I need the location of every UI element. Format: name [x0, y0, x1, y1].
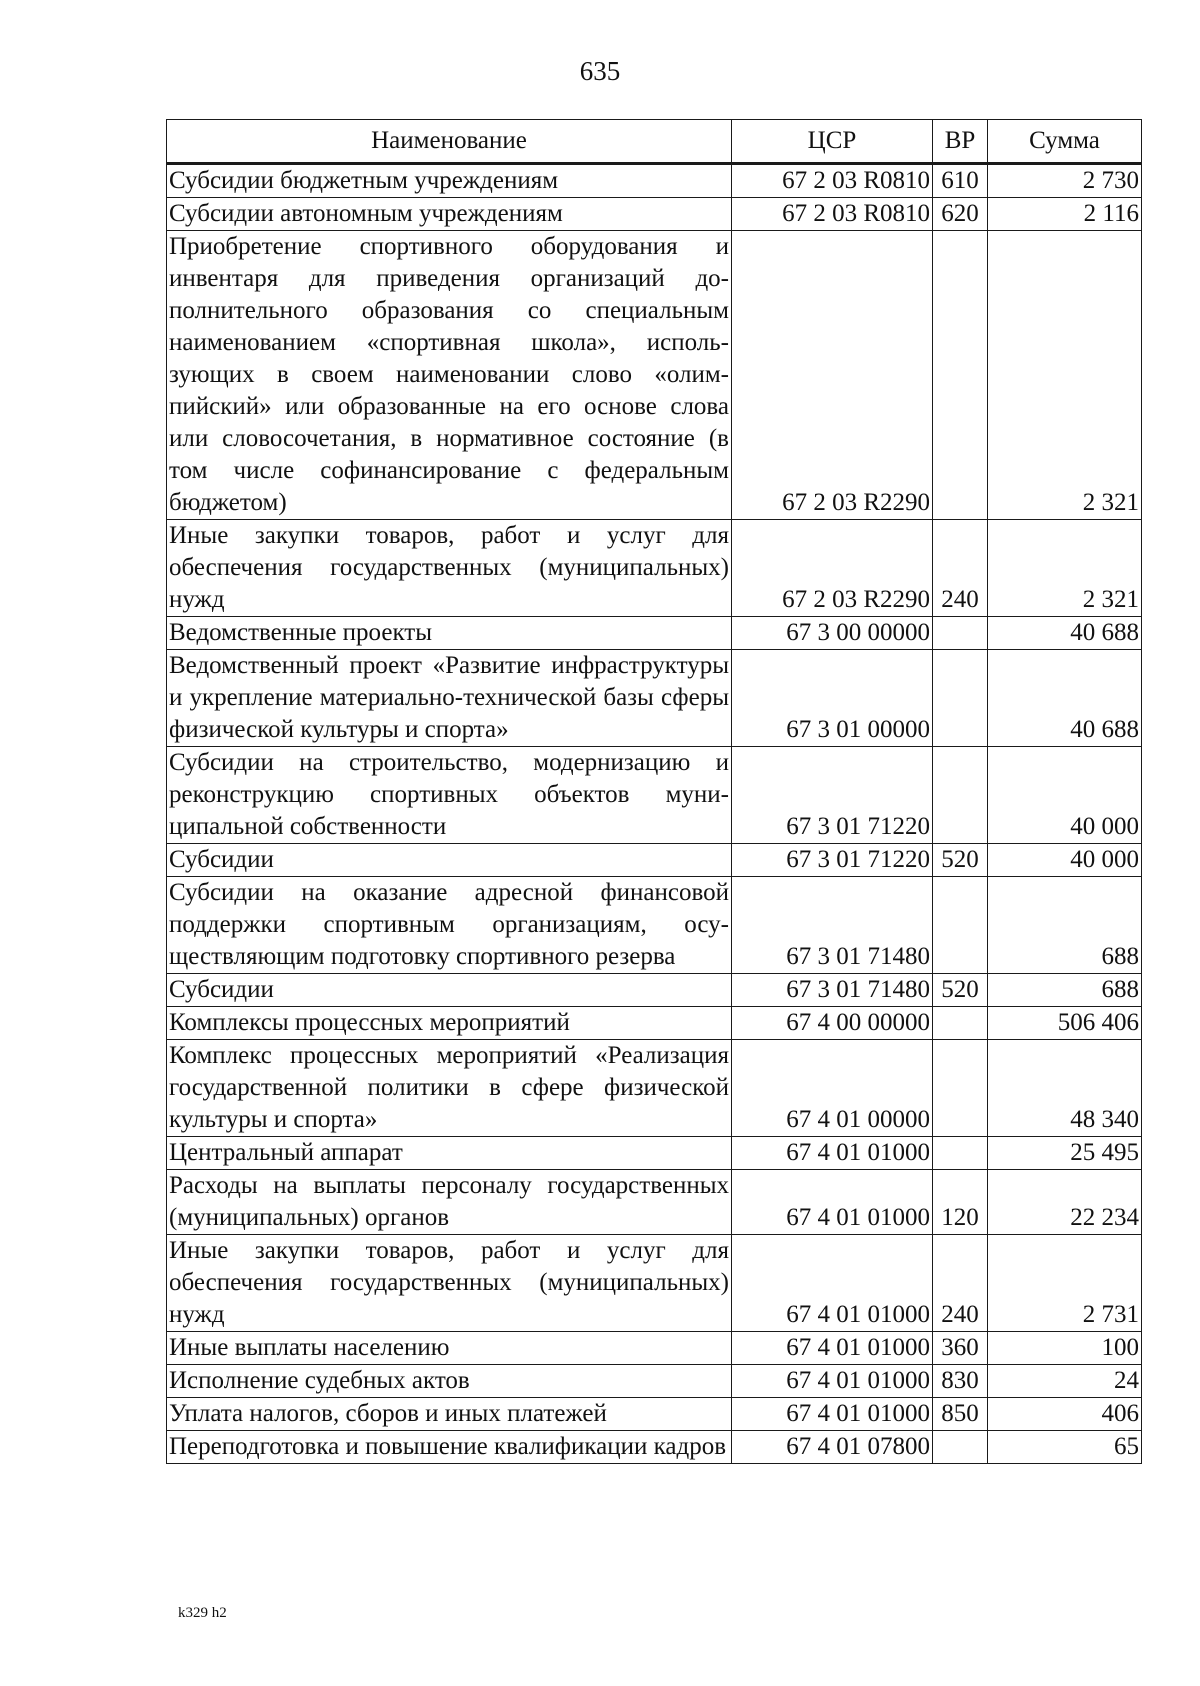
row-vr-cell [933, 747, 988, 844]
header-name: Наименование [167, 120, 732, 164]
row-csr-cell: 67 4 01 01000 [732, 1235, 933, 1332]
row-csr-cell: 67 4 01 00000 [732, 1040, 933, 1137]
row-vr-cell: 240 [933, 1235, 988, 1332]
row-name-cell: Комплекс процессных мероприятий «Реализация государственной политики в сфере физической культуры и спорта» [167, 1040, 732, 1137]
table-row [167, 1007, 1142, 1040]
row-name-cell: Субсидии на оказание адресной финансовой поддержки спортивным организациям, осуществляющим подготовку спортивного резерва [167, 877, 732, 974]
row-name-cell: Субсидии автономным учреждениям [167, 198, 732, 231]
row-csr-cell: 67 2 03 R0810 [732, 164, 933, 198]
row-vr-cell: 240 [933, 520, 988, 617]
row-name-cell: Субсидии бюджетным учреждениям [167, 164, 732, 198]
table-row [167, 747, 1142, 844]
row-csr-cell: 67 4 01 01000 [732, 1170, 933, 1235]
row-vr-cell: 850 [933, 1398, 988, 1431]
header-vr: ВР [933, 120, 988, 164]
row-sum-cell: 40 000 [988, 844, 1142, 877]
row-sum-cell: 506 406 [988, 1007, 1142, 1040]
row-sum-cell: 2 116 [988, 198, 1142, 231]
row-name-cell: Центральный аппарат [167, 1137, 732, 1170]
table-row [167, 650, 1142, 747]
row-vr-cell: 120 [933, 1170, 988, 1235]
table-row [167, 198, 1142, 231]
row-vr-cell: 620 [933, 198, 988, 231]
row-sum-cell: 40 688 [988, 617, 1142, 650]
row-csr-cell: 67 3 01 71220 [732, 747, 933, 844]
table-row [167, 520, 1142, 617]
row-csr-cell: 67 4 01 07800 [732, 1431, 933, 1464]
row-sum-cell: 2 731 [988, 1235, 1142, 1332]
row-name-cell: Субсидии на строительство, модернизацию и реконструкцию спортивных объектов муниципальной собственности [167, 747, 732, 844]
row-sum-cell: 65 [988, 1431, 1142, 1464]
table-row [167, 231, 1142, 520]
row-name-cell: Уплата налогов, сборов и иных платежей [167, 1398, 732, 1431]
table-row [167, 1431, 1142, 1464]
row-csr-cell: 67 2 03 R2290 [732, 520, 933, 617]
row-csr-cell: 67 2 03 R2290 [732, 231, 933, 520]
row-name-cell: Расходы на выплаты персоналу государственных (муниципальных) органов [167, 1170, 732, 1235]
table-row [167, 1137, 1142, 1170]
row-sum-cell: 688 [988, 877, 1142, 974]
row-csr-cell: 67 4 01 01000 [732, 1137, 933, 1170]
table-header-row [167, 120, 1142, 164]
footer-code: k329 h2 [178, 1605, 227, 1621]
row-vr-cell: 610 [933, 164, 988, 198]
row-vr-cell [933, 1007, 988, 1040]
table-row [167, 1398, 1142, 1431]
table-row [167, 164, 1142, 198]
header-csr: ЦСР [732, 120, 933, 164]
table-row [167, 1040, 1142, 1137]
table-row [167, 844, 1142, 877]
page-number: 635 [579, 56, 621, 86]
row-sum-cell: 2 321 [988, 231, 1142, 520]
row-name-cell: Субсидии [167, 844, 732, 877]
row-sum-cell: 100 [988, 1332, 1142, 1365]
row-sum-cell: 688 [988, 974, 1142, 1007]
row-vr-cell [933, 650, 988, 747]
table-row [167, 1332, 1142, 1365]
row-name-cell: Иные закупки товаров, работ и услуг для обеспечения государственных (муниципальных) нужд [167, 520, 732, 617]
row-vr-cell: 360 [933, 1332, 988, 1365]
table-row [167, 877, 1142, 974]
row-sum-cell: 22 234 [988, 1170, 1142, 1235]
row-csr-cell: 67 4 01 01000 [732, 1332, 933, 1365]
row-sum-cell: 48 340 [988, 1040, 1142, 1137]
row-name-cell: Иные закупки товаров, работ и услуг для обеспечения государственных (муниципальных) нужд [167, 1235, 732, 1332]
row-sum-cell: 2 321 [988, 520, 1142, 617]
row-csr-cell: 67 4 01 01000 [732, 1365, 933, 1398]
row-csr-cell: 67 4 00 00000 [732, 1007, 933, 1040]
row-sum-cell: 40 000 [988, 747, 1142, 844]
row-sum-cell: 25 495 [988, 1137, 1142, 1170]
table-row [167, 617, 1142, 650]
row-vr-cell: 830 [933, 1365, 988, 1398]
table-row [167, 1235, 1142, 1332]
row-sum-cell: 406 [988, 1398, 1142, 1431]
row-vr-cell [933, 231, 988, 520]
row-vr-cell [933, 877, 988, 974]
row-name-cell: Переподготовка и повышение квалификации кадров [167, 1431, 732, 1464]
row-vr-cell [933, 1137, 988, 1170]
row-name-cell: Иные выплаты населению [167, 1332, 732, 1365]
row-sum-cell: 2 730 [988, 164, 1142, 198]
row-name-cell: Комплексы процессных мероприятий [167, 1007, 732, 1040]
row-csr-cell: 67 3 01 71480 [732, 877, 933, 974]
row-name-cell: Ведомственные проекты [167, 617, 732, 650]
row-sum-cell: 40 688 [988, 650, 1142, 747]
row-csr-cell: 67 3 01 71480 [732, 974, 933, 1007]
row-name-cell: Приобретение спортивного оборудования и инвентаря для приведения организаций дополнительного образования со специальным наименованием «спортивная школа», использующих в своем наименовании слово «олимпийский» или образованные на его основе слова или словосочетания, в нормативное состояние (в том числе софинансирование с федеральным бюджетом) [167, 231, 732, 520]
row-csr-cell: 67 4 01 01000 [732, 1398, 933, 1431]
row-vr-cell [933, 1040, 988, 1137]
row-sum-cell: 24 [988, 1365, 1142, 1398]
row-vr-cell: 520 [933, 844, 988, 877]
row-name-cell: Субсидии [167, 974, 732, 1007]
row-vr-cell [933, 617, 988, 650]
row-name-cell: Исполнение судебных актов [167, 1365, 732, 1398]
row-name-cell: Ведомственный проект «Развитие инфраструктуры и укрепление материально-технической базы сферы физической культуры и спорта» [167, 650, 732, 747]
table-row [167, 1170, 1142, 1235]
row-csr-cell: 67 3 01 71220 [732, 844, 933, 877]
table-row [167, 1365, 1142, 1398]
budget-table [166, 119, 1142, 1464]
row-vr-cell [933, 1431, 988, 1464]
row-vr-cell: 520 [933, 974, 988, 1007]
row-csr-cell: 67 3 00 00000 [732, 617, 933, 650]
header-sum: Сумма [988, 120, 1142, 164]
row-csr-cell: 67 3 01 00000 [732, 650, 933, 747]
row-csr-cell: 67 2 03 R0810 [732, 198, 933, 231]
table-row [167, 974, 1142, 1007]
